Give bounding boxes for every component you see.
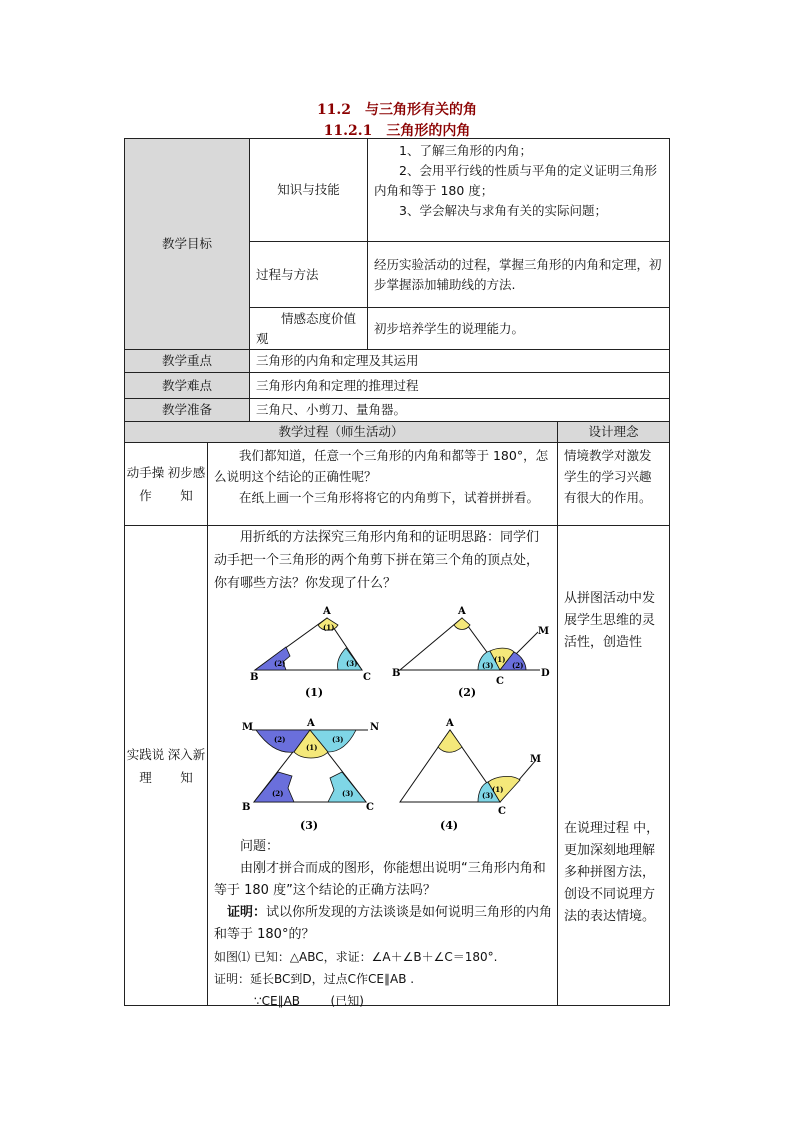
design-note-1: 从拼图活动中发展学生思维的灵活性，创造性 [564,591,656,650]
angle-label-2: (2) [272,789,284,798]
process-header-left: 教学过程（师生活动） [124,421,558,443]
stage2-intro [208,526,557,599]
process-text-content: 经历实验活动的过程，掌握三角形的内角和定理，初步掌握添加辅助线的方法. [374,256,662,292]
angle-label-3: (3) [482,791,494,800]
proof-prompt [214,902,553,946]
vertex-label-c: C [363,672,371,683]
vertex-label-c: C [498,806,506,817]
given-line: 如图⑴ 已知：△ABC，求证：∠A＋∠B＋∠C＝180°. [214,950,498,964]
question-label: 问题： [240,839,280,854]
key-row-value: 三角形内角和定理的推理过程 [249,372,670,399]
key-row-label: 教学重点 [124,349,250,373]
figure-2 [390,604,558,700]
vertex-label-a: A [323,606,331,617]
knowledge-item-2: 2、会用平行线的性质与平角的定义证明三角形内角和等于 180 度； [374,163,657,198]
vertex-label-m: M [530,754,542,765]
section-subtitle: 11.2.1 三角形的内角 [323,123,471,139]
stage2-label-line: 实践说理 [126,746,165,785]
figure-caption: (1) [305,686,324,699]
angle-label-3: (3) [342,789,354,798]
stage1-paragraph: 在纸上画一个三角形将将它的内角剪下，试着拼拼看。 [239,490,540,505]
angle-label-1: (1) [323,623,335,632]
process-header-right: 设计理念 [557,421,670,443]
figure-1 [250,604,400,700]
stage1-paragraph: 我们都知道，任意一个三角形的内角和都等于 180°，怎么说明这个结论的正确性呢？ [214,448,549,484]
angle-label-2: (2) [274,659,286,668]
angle-label-1: (1) [494,655,506,664]
vertex-label-c: C [496,676,504,687]
key-row-value: 三角尺、小剪刀、量角器。 [249,398,670,422]
angle-label-3: (3) [346,659,358,668]
vertex-label-m: M [242,722,254,733]
vertex-label-b: B [242,802,251,813]
angle-mark-1 [438,730,462,752]
figure-4 [394,716,544,836]
attitude-label [249,307,368,350]
figure-caption: (2) [458,686,477,699]
stage1-label [124,442,208,526]
objectives-header: 教学目标 [124,138,250,350]
vertex-label-n: N [370,722,380,733]
stage1-design-note: 情境教学对激发学生的学习兴趣有很大的作用。 [557,442,670,526]
attitude-text: 初步培养学生的说理能力。 [367,307,670,350]
angle-label-1: (1) [306,743,318,752]
knowledge-item-3: 3、学会解决与求角有关的实际问题； [399,203,607,218]
stage2-design [557,525,670,1006]
stage2-label [124,525,208,1006]
stage1-label-line: 动手操作 [126,465,165,503]
angle-label-2: (2) [512,661,524,670]
vertex-label-b: B [250,672,259,683]
knowledge-item-1: 1、了解三角形的内角； [399,143,532,158]
proof-label: 证明： [227,905,267,920]
proof-prompt-text: 试以你所发现的方法谈谈是如何说明三角形的内角和等于 180°的？ [214,905,553,942]
figure-caption: (4) [440,819,459,832]
vertex-label-m: M [538,626,550,637]
knowledge-items [367,138,670,242]
lesson-plan-table [124,138,670,1006]
stage2-content [207,525,558,1006]
proof-line: 证明：延长BC到D，过点C作CE∥AB . [214,972,415,986]
design-note-2: 在说理过程 中，更加深刻地理解多种拼图方法，创设不同说理方法的表达情境。 [564,821,660,924]
vertex-label-a: A [458,606,466,617]
vertex-label-a: A [307,718,315,729]
process-text [367,241,670,308]
page-title: 11.2 与三角形有关的角 [316,102,478,118]
stage2-questions [208,836,559,1012]
stage2-intro-text: 用折纸的方法探究三角形内角和的证明思路：同学们动手把一个三角形的两个角剪下拼在第三个角的顶点处，你有哪些方法？你发现了什么？ [214,530,540,591]
key-row-value: 三角形的内角和定理及其运用 [249,349,670,373]
because-line: ∵CE∥AB (已知) [254,994,364,1008]
stage1-content [207,442,558,526]
process-label: 过程与方法 [249,241,368,308]
stage2-label-line: 深入新知 [167,746,206,785]
vertex-label-b: B [392,668,401,679]
question-text: 由刚才拼合而成的图形，你能想出说明“三角形内角和等于 180 度”这个结论的正确方法吗？ [214,861,546,898]
angle-label-2: (2) [274,735,286,744]
vertex-label-d: D [541,668,550,679]
angle-label-1: (1) [492,785,504,794]
vertex-label-a: A [446,718,454,729]
angle-label-3: (3) [482,661,494,670]
attitude-label-text: 情感态度价值观 [256,311,357,346]
key-row-label: 教学准备 [124,398,250,422]
stage1-label-line: 初步感知 [167,465,206,503]
knowledge-label: 知识与技能 [249,138,368,242]
figure-caption: (3) [300,819,319,832]
angle-label-3: (3) [332,735,344,744]
angle-mark-1 [454,618,470,630]
figure-3 [238,716,388,836]
key-row-label: 教学难点 [124,372,250,399]
vertex-label-c: C [366,802,374,813]
